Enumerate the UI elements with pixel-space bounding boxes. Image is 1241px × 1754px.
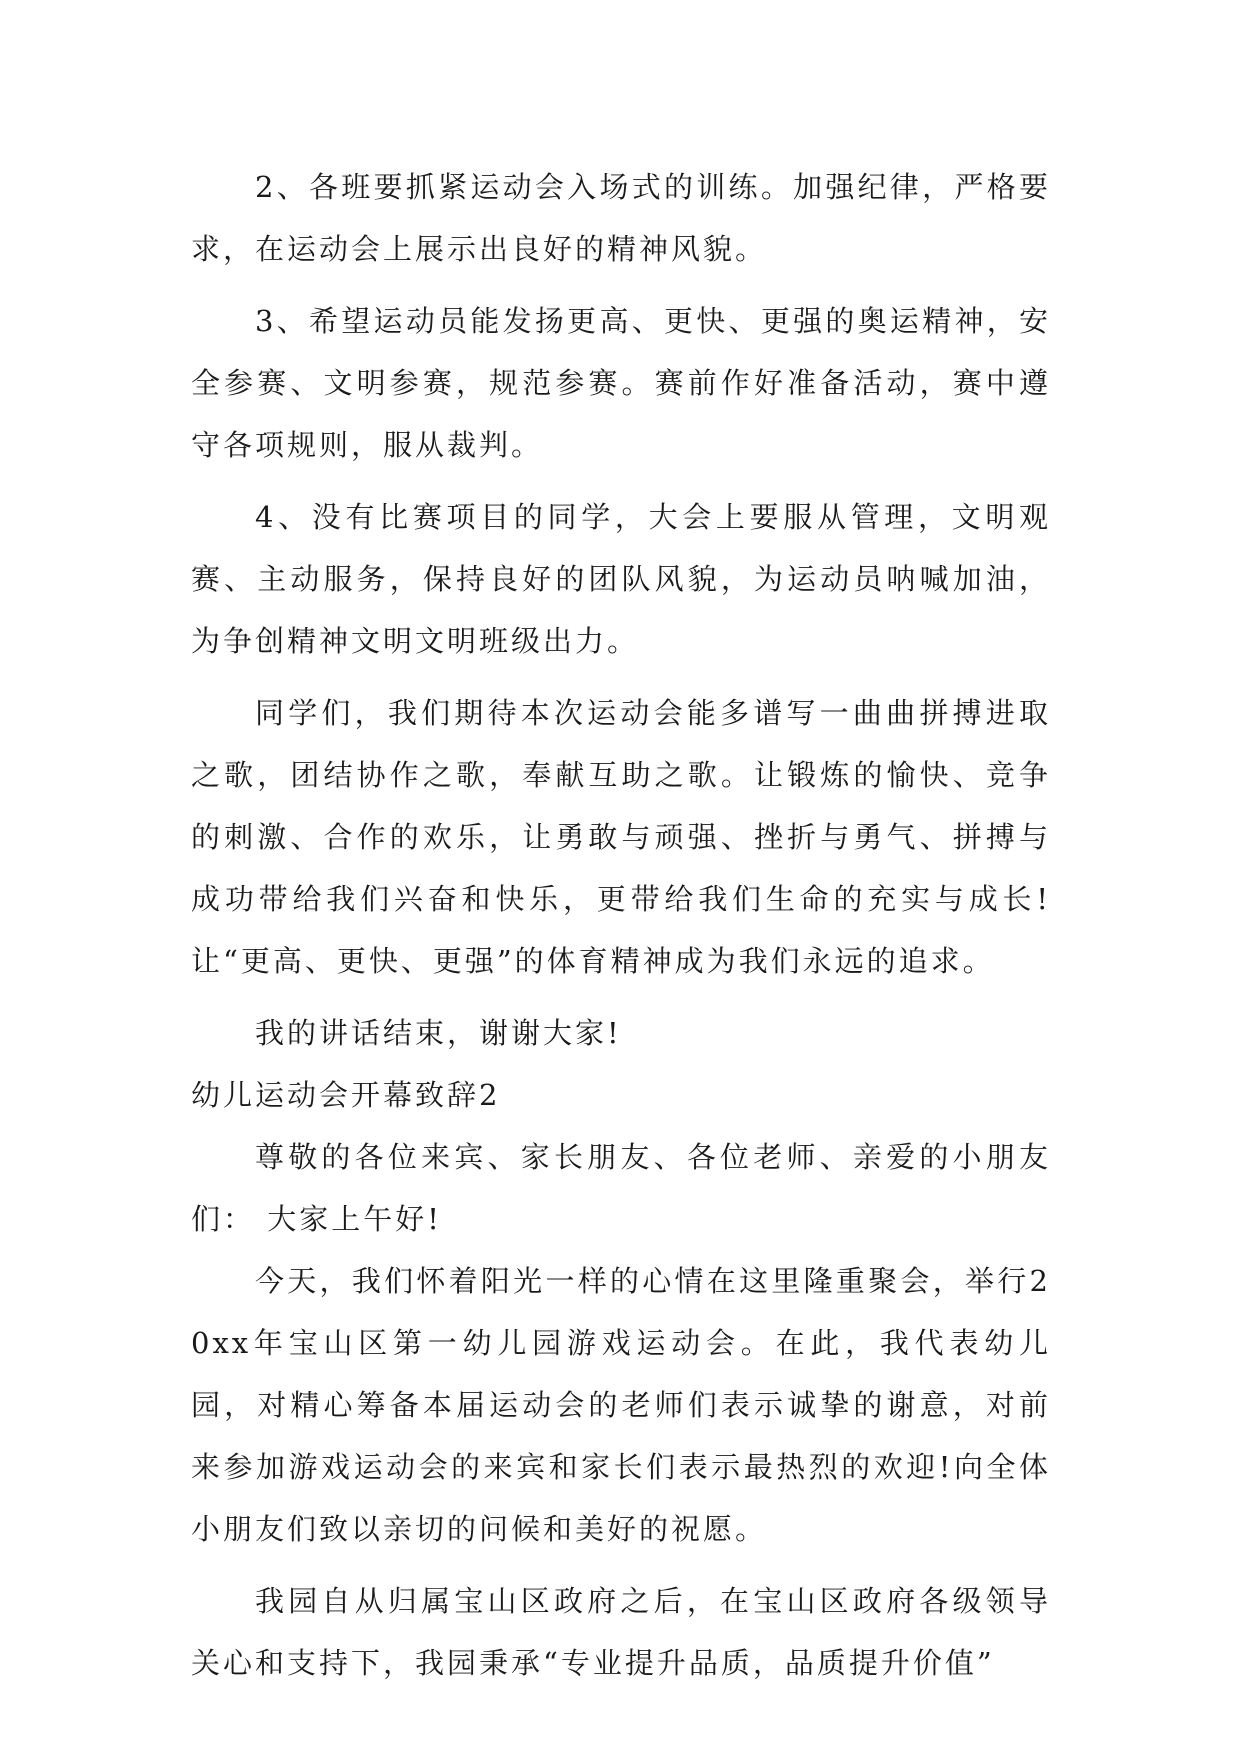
document-page — [191, 156, 1051, 1694]
section-title: 幼儿运动会开幕致辞2 — [191, 1078, 501, 1112]
paragraph-kindergarten-intro: 我园自从归属宝山区政府之后，在宝山区政府各级领导关心和支持下，我园秉承“专业提升品质，品质提升价值” — [191, 1584, 1051, 1680]
paragraph-closing-appeal: 同学们，我们期待本次运动会能多谱写一曲曲拼搏进取之歌，团结协作之歌，奉献互助之歌。让锻炼的愉快、竞争的刺激、合作的欢乐，让勇敢与顽强、挫折与勇气、拼搏与成功带给我们兴奋和快乐，更带给我们生命的充实与成长!让“更高、更快、更强”的体育精神成为我们永远的追求。 — [191, 696, 1051, 978]
paragraph-item-2: 2、各班要抓紧运动会入场式的训练。加强纪律，严格要求，在运动会上展示出良好的精神风貌。 — [191, 170, 1051, 266]
paragraph-item-4: 4、没有比赛项目的同学，大会上要服从管理，文明观赛、主动服务，保持良好的团队风貌，为运动员呐喊加油，为争创精神文明文明班级出力。 — [191, 500, 1051, 658]
paragraph-item-3: 3、希望运动员能发扬更高、更快、更强的奥运精神，安全参赛、文明参赛，规范参赛。赛前作好准备活动，赛中遵守各项规则，服从裁判。 — [191, 304, 1051, 462]
paragraph-speech-end: 我的讲话结束，谢谢大家! — [255, 1016, 622, 1050]
paragraph-welcome: 今天，我们怀着阳光一样的心情在这里隆重聚会，举行20xx年宝山区第一幼儿园游戏运动会。在此，我代表幼儿园，对精心筹备本届运动会的老师们表示诚挚的谢意，对前来参加游戏运动会的来宾和家长们表示最热烈的欢迎!向全体小朋友们致以亲切的问候和美好的祝愿。 — [191, 1264, 1051, 1546]
paragraph-greeting: 尊敬的各位来宾、家长朋友、各位老师、亲爱的小朋友们： 大家上午好! — [191, 1140, 1051, 1236]
